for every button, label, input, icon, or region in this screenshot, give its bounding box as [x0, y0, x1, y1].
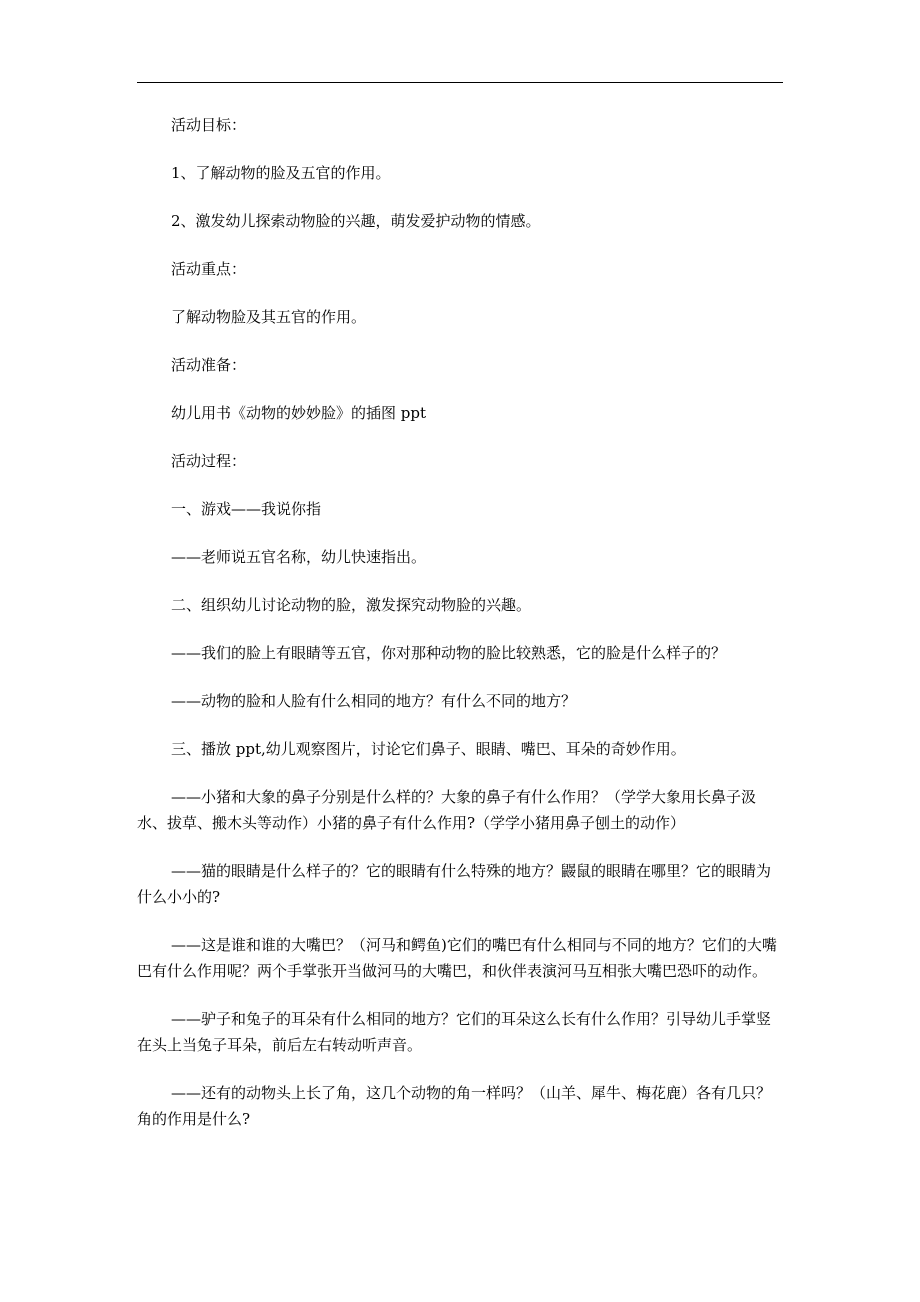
paragraph-step-1-detail: ——老师说五官名称，幼儿快速指出。 [171, 548, 427, 566]
paragraph-step-2: 二、组织幼儿讨论动物的脸，激发探究动物脸的兴趣。 [171, 596, 532, 614]
paragraph-heading-preparation: 活动准备： [171, 356, 247, 374]
paragraph-preparation: 幼儿用书《动物的妙妙脸》的插图 ppt [171, 404, 427, 422]
paragraph-goal-1: 1、了解动物的脸及五官的作用。 [171, 164, 391, 182]
paragraph-step-3-eyes: ——猫的眼睛是什么样子的？它的眼睛有什么特殊的地方？鼹鼠的眼睛在哪里？它的眼睛为什么小小的? [137, 862, 772, 906]
paragraph-heading-goals: 活动目标： [171, 116, 247, 134]
paragraph-step-1: 一、游戏——我说你指 [171, 500, 322, 518]
document-body [137, 112, 783, 1154]
paragraph-heading-focus: 活动重点： [171, 260, 247, 278]
paragraph-focus: 了解动物脸及其五官的作用。 [171, 308, 367, 326]
paragraph-step-3: 三、播放 ppt,幼儿观察图片，讨论它们鼻子、眼睛、嘴巴、耳朵的奇妙作用。 [171, 740, 686, 758]
paragraph-step-2-question-1: ——我们的脸上有眼睛等五官，你对那种动物的脸比较熟悉，它的脸是什么样子的？ [171, 644, 727, 662]
paragraph-step-2-question-2: ——动物的脸和人脸有什么相同的地方？有什么不同的地方？ [171, 692, 577, 710]
paragraph-step-3-nose: ——小猪和大象的鼻子分别是什么样的？大象的鼻子有什么作用？（学学大象用长鼻子汲水、拔草、搬木头等动作）小猪的鼻子有什么作用?（学学小猪用鼻子刨土的动作） [137, 788, 757, 832]
paragraph-step-3-horns: ——还有的动物头上长了角，这几个动物的角一样吗？（山羊、犀牛、梅花鹿）各有几只？角的作用是什么? [137, 1084, 772, 1128]
paragraph-step-3-ears: ——驴子和兔子的耳朵有什么相同的地方？它们的耳朵这么长有什么作用？引导幼儿手掌竖在头上当兔子耳朵，前后左右转动听声音。 [137, 1010, 772, 1054]
paragraph-heading-process: 活动过程： [171, 452, 247, 470]
header-rule [137, 82, 783, 83]
paragraph-step-3-mouth: ——这是谁和谁的大嘴巴？（河马和鳄鱼)它们的嘴巴有什么相同与不同的地方？它们的大嘴巴有什么作用呢？两个手掌张开当做河马的大嘴巴，和伙伴表演河马互相张大嘴巴恐吓的动作。 [137, 936, 777, 980]
paragraph-goal-2: 2、激发幼儿探索动物脸的兴趣，萌发爱护动物的情感。 [171, 212, 541, 230]
